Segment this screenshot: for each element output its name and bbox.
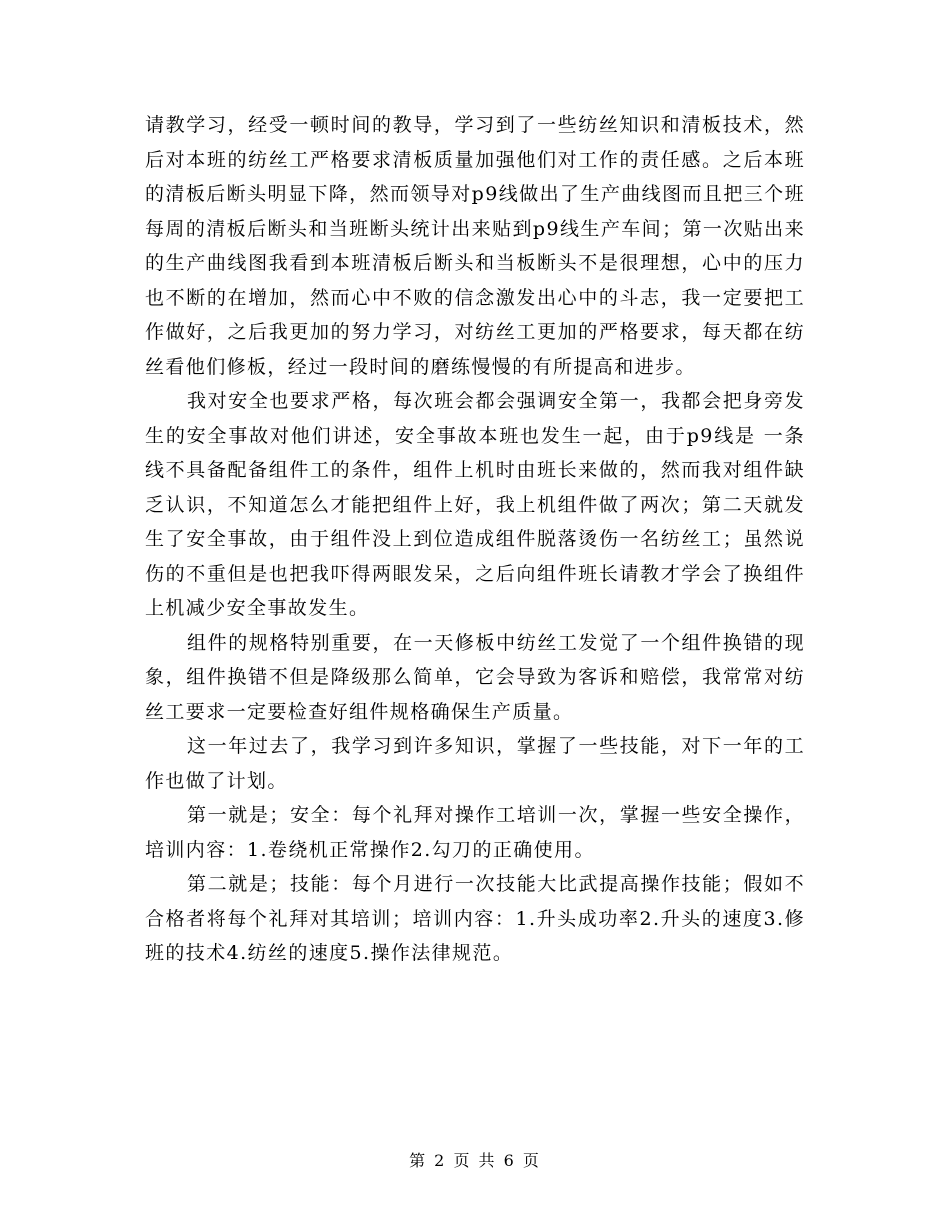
paragraph-2: 我对安全也要求严格，每次班会都会强调安全第一，我都会把身旁发生的安全事故对他们讲述，安全事故本班也发生一起，由于p9线是 一条线不具备配备组件工的条件，组件上机时由班长来做的，然而我对组件缺乏认识，不知道怎么才能把组件上好，我上机组件做了两次；第二天就发生了安全事故，由于组件没上到位造成组件脱落烫伤一名纺丝工；虽然说伤的不重但是也把我吓得两眼发呆，之后向组件班长请教才学会了换组件上机减少安全事故发生。 — [145, 390, 805, 619]
paragraph-4: 这一年过去了，我学习到许多知识，掌握了一些技能，对下一年的工作也做了计划。 — [145, 735, 805, 792]
paragraph-1: 请教学习，经受一顿时间的教导，学习到了一些纺丝知识和清板技术，然后对本班的纺丝工严格要求清板质量加强他们对工作的责任感。之后本班的清板后断头明显下降，然而领导对p9线做出了生产曲线图而且把三个班每周的清板后断头和当班断头统计出来贴到p9线生产车间；第一次贴出来的生产曲线图我看到本班清板后断头和当板断头不是很理想，心中的压力也不断的在增加，然而心中不败的信念激发出心中的斗志，我一定要把工作做好，之后我更加的努力学习，对纺丝工更加的严格要求，每天都在纺丝看他们修板，经过一段时间的磨练慢慢的有所提高和进步。 — [145, 114, 805, 378]
paragraph-3: 组件的规格特别重要，在一天修板中纺丝工发觉了一个组件换错的现象，组件换错不但是降级那么简单，它会导致为客诉和赔偿，我常常对纺丝工要求一定要检查好组件规格确保生产质量。 — [145, 631, 805, 723]
document-body — [145, 108, 805, 971]
page-number-footer: 第 2 页 共 6 页 — [409, 1151, 541, 1170]
paragraph-6: 第二就是；技能：每个月进行一次技能大比武提高操作技能；假如不合格者将每个礼拜对其培训；培训内容：1.升头成功率2.升头的速度3.修班的技术4.纺丝的速度5.操作法律规范。 — [145, 873, 805, 964]
paragraph-5: 第一就是；安全：每个礼拜对操作工培训一次，掌握一些安全操作，培训内容：1.卷绕机正常操作2.勾刀的正确使用。 — [145, 804, 805, 861]
